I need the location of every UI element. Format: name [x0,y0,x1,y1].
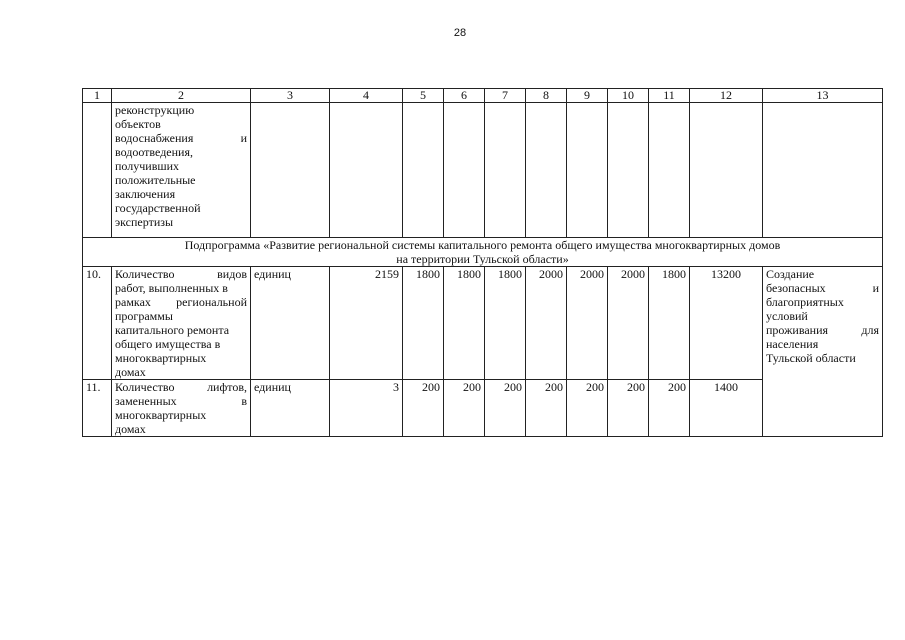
column-number: 13 [763,89,883,103]
indicator-name-cell: реконструкцию объектов водоснабжения и водоотведения, получивших положительные заключения государственной экспертизы [112,103,251,238]
value-cell: 200 [485,380,526,437]
header-row [83,89,883,103]
value-cell: 2159 [330,267,403,380]
row-number-cell [83,103,112,238]
value-cell: 3 [330,380,403,437]
column-number: 11 [649,89,690,103]
column-number: 9 [567,89,608,103]
value-cell: 200 [567,380,608,437]
continuation-row [83,103,883,238]
value-cell: 200 [444,380,485,437]
column-number: 2 [112,89,251,103]
value-cell: 1800 [649,267,690,380]
value-cell: 200 [403,380,444,437]
column-number: 1 [83,89,112,103]
value-cell: 200 [526,380,567,437]
total-value-cell: 13200 [690,267,763,380]
value-cell: 200 [608,380,649,437]
column-number: 12 [690,89,763,103]
row-number: 10. [83,267,112,380]
total-value-cell: 1400 [690,380,763,437]
subprogram-title: Подпрограмма «Развитие региональной системы капитального ремонта общего имущества многоквартирных домов на территории Тульской области» [83,238,883,267]
column-number: 6 [444,89,485,103]
column-number: 10 [608,89,649,103]
value-cell: 1800 [403,267,444,380]
column-number: 5 [403,89,444,103]
value-cell: 200 [649,380,690,437]
unit-cell: единиц [251,267,330,380]
result-note-cell: Создание безопасных и благоприятных условий проживания для населения Тульской области [763,267,883,437]
table-row [83,267,883,380]
value-cell: 2000 [608,267,649,380]
value-cell: 1800 [444,267,485,380]
row-number: 11. [83,380,112,437]
indicators-table [82,88,883,437]
unit-cell: единиц [251,380,330,437]
value-cell: 2000 [526,267,567,380]
column-number: 8 [526,89,567,103]
column-number: 3 [251,89,330,103]
subprogram-row [83,238,883,267]
indicator-name-cell: Количество видов работ, выполненных в рамках региональной программы капитального ремонта общего имущества в многоквартирных домах [112,267,251,380]
indicator-name-cell: Количество лифтов, замененных в многоквартирных домах [112,380,251,437]
column-number: 7 [485,89,526,103]
value-cell: 1800 [485,267,526,380]
value-cell: 2000 [567,267,608,380]
page-number: 28 [453,27,467,39]
column-number: 4 [330,89,403,103]
